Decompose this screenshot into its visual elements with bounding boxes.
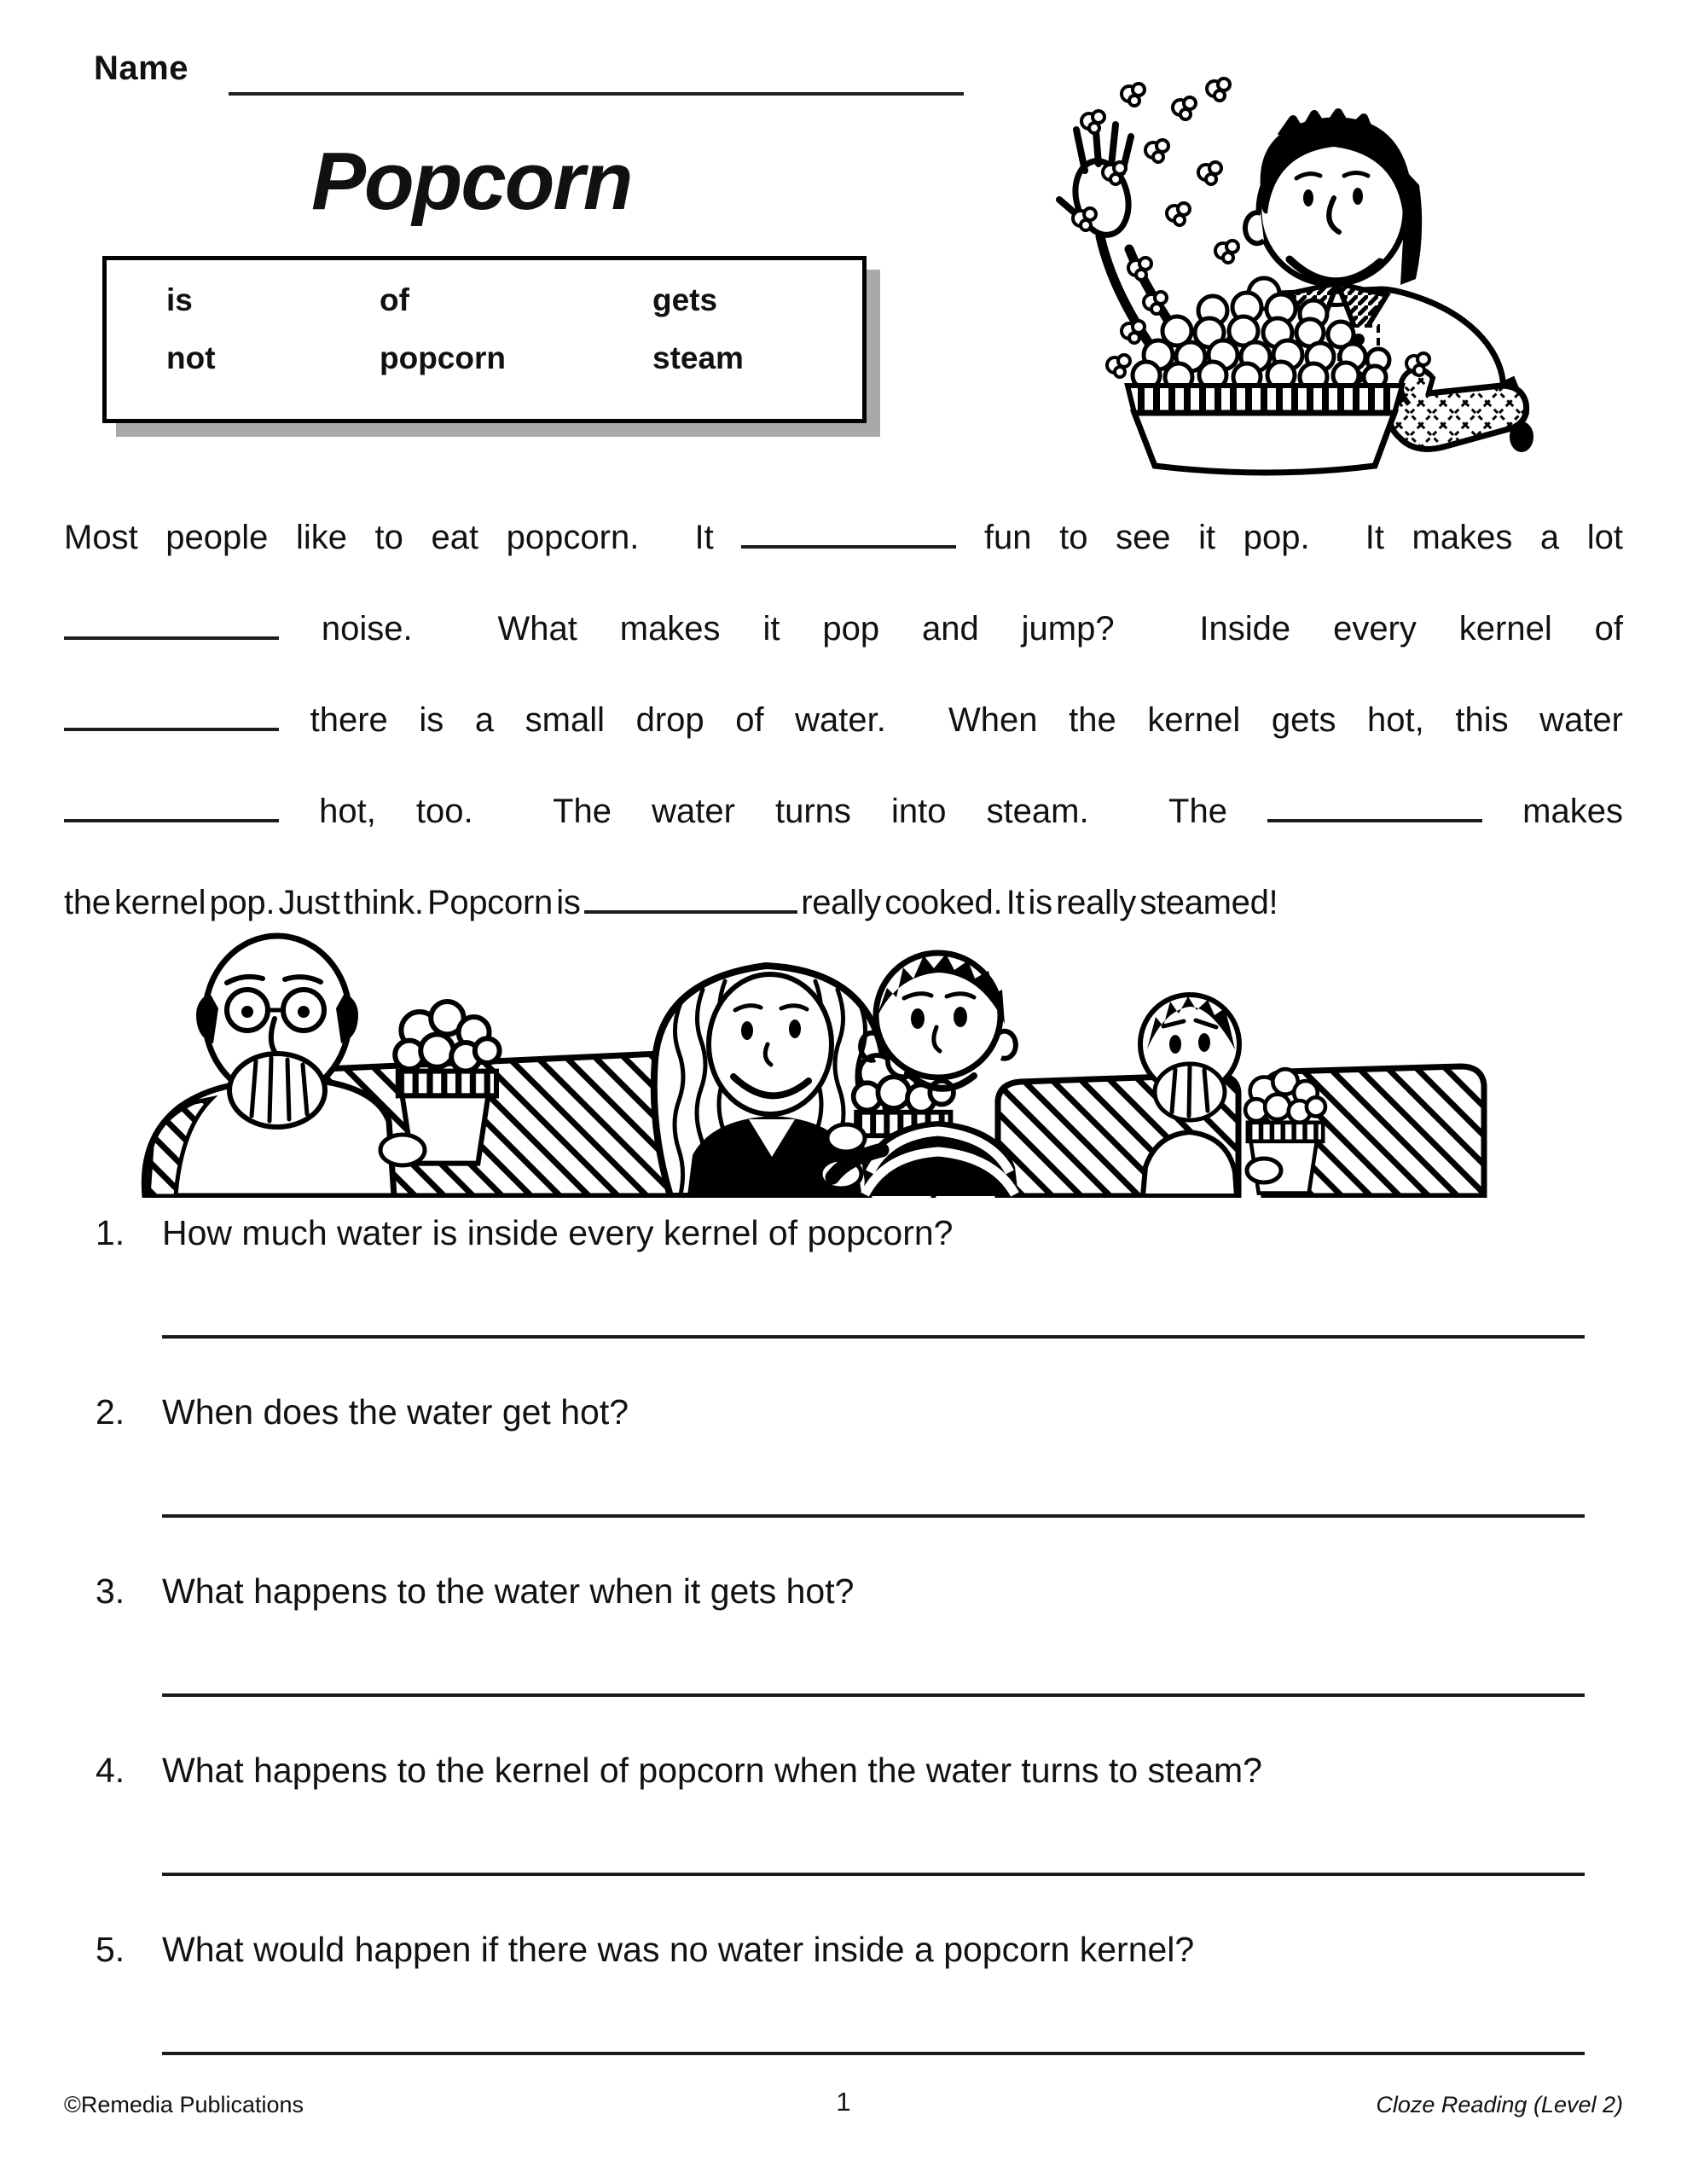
question-number: 5. [96,1930,125,1969]
cloze-line [64,584,1623,675]
cloze-blank[interactable] [64,606,279,640]
cloze-line [64,675,1623,766]
question-item [96,1930,1597,1970]
word-bank-word: not [166,340,216,375]
illustration-middle [128,915,1510,1198]
answer-fill-in-line[interactable] [162,2052,1585,2055]
boy-popcorn-illustration [1000,70,1537,481]
cloze-text: there is a small drop of water. When the kernel gets hot, this water [310,701,1623,739]
answer-fill-in-line[interactable] [162,1335,1585,1339]
question-item [96,1213,1597,1253]
question-text: How much water is inside every kernel of popcorn? [162,1213,954,1252]
question-text: When does the water get hot? [162,1392,629,1432]
cloze-blank[interactable] [741,514,956,549]
cloze-text: noise. What makes it pop and jump? Inside every kernel of [321,610,1624,648]
footer-publisher: ©Remedia Publications [64,2092,304,2117]
word-bank-word: of [380,282,409,317]
footer-page-number: 1 [836,2087,851,2117]
question-text: What would happen if there was no water inside a popcorn kernel? [162,1930,1195,1969]
page-title: Popcorn [311,136,632,227]
cloze-blank[interactable] [584,880,797,914]
answer-fill-in-line[interactable] [162,1873,1585,1876]
cloze-paragraph [64,492,1623,949]
name-fill-in-line[interactable] [229,92,964,96]
people-eating-popcorn-illustration [128,915,1510,1198]
cloze-text: hot, too. The water turns into steam. The [319,793,1227,830]
question-number: 2. [96,1392,125,1432]
question-number: 4. [96,1751,125,1790]
cloze-text: fun to see it pop. It makes a lot [983,519,1624,556]
word-bank-grid [107,260,862,376]
question-text: What happens to the kernel of popcorn when the water turns to steam? [162,1751,1262,1790]
word-bank-word: steam [652,340,744,375]
question-item [96,1392,1597,1432]
footer-series-title: Cloze Reading (Level 2) [1376,2092,1623,2117]
answer-fill-in-line[interactable] [162,1514,1585,1518]
question-item [96,1751,1597,1791]
question-number: 1. [96,1213,125,1252]
cloze-text: Most people like to eat popcorn. It [64,519,714,556]
word-bank-box [102,256,867,423]
name-label: Name [94,49,188,87]
question-text: What happens to the water when it gets hot? [162,1571,855,1611]
cloze-text: makes [1522,793,1623,830]
word-bank-word: is [166,282,193,317]
cloze-line [64,492,1623,584]
word-bank-word: gets [652,282,718,317]
cloze-text: the kernel pop. Just think. Popcorn is [64,884,581,921]
cloze-blank[interactable] [1267,788,1482,822]
cloze-blank[interactable] [64,788,279,822]
question-number: 3. [96,1571,125,1611]
cloze-blank[interactable] [64,697,279,731]
answer-fill-in-line[interactable] [162,1693,1585,1697]
cloze-text: really cooked. It is really steamed! [801,884,1278,921]
cloze-line [64,766,1623,857]
word-bank-word: popcorn [380,340,506,375]
question-item [96,1571,1597,1612]
illustration-top-right [1000,70,1537,481]
